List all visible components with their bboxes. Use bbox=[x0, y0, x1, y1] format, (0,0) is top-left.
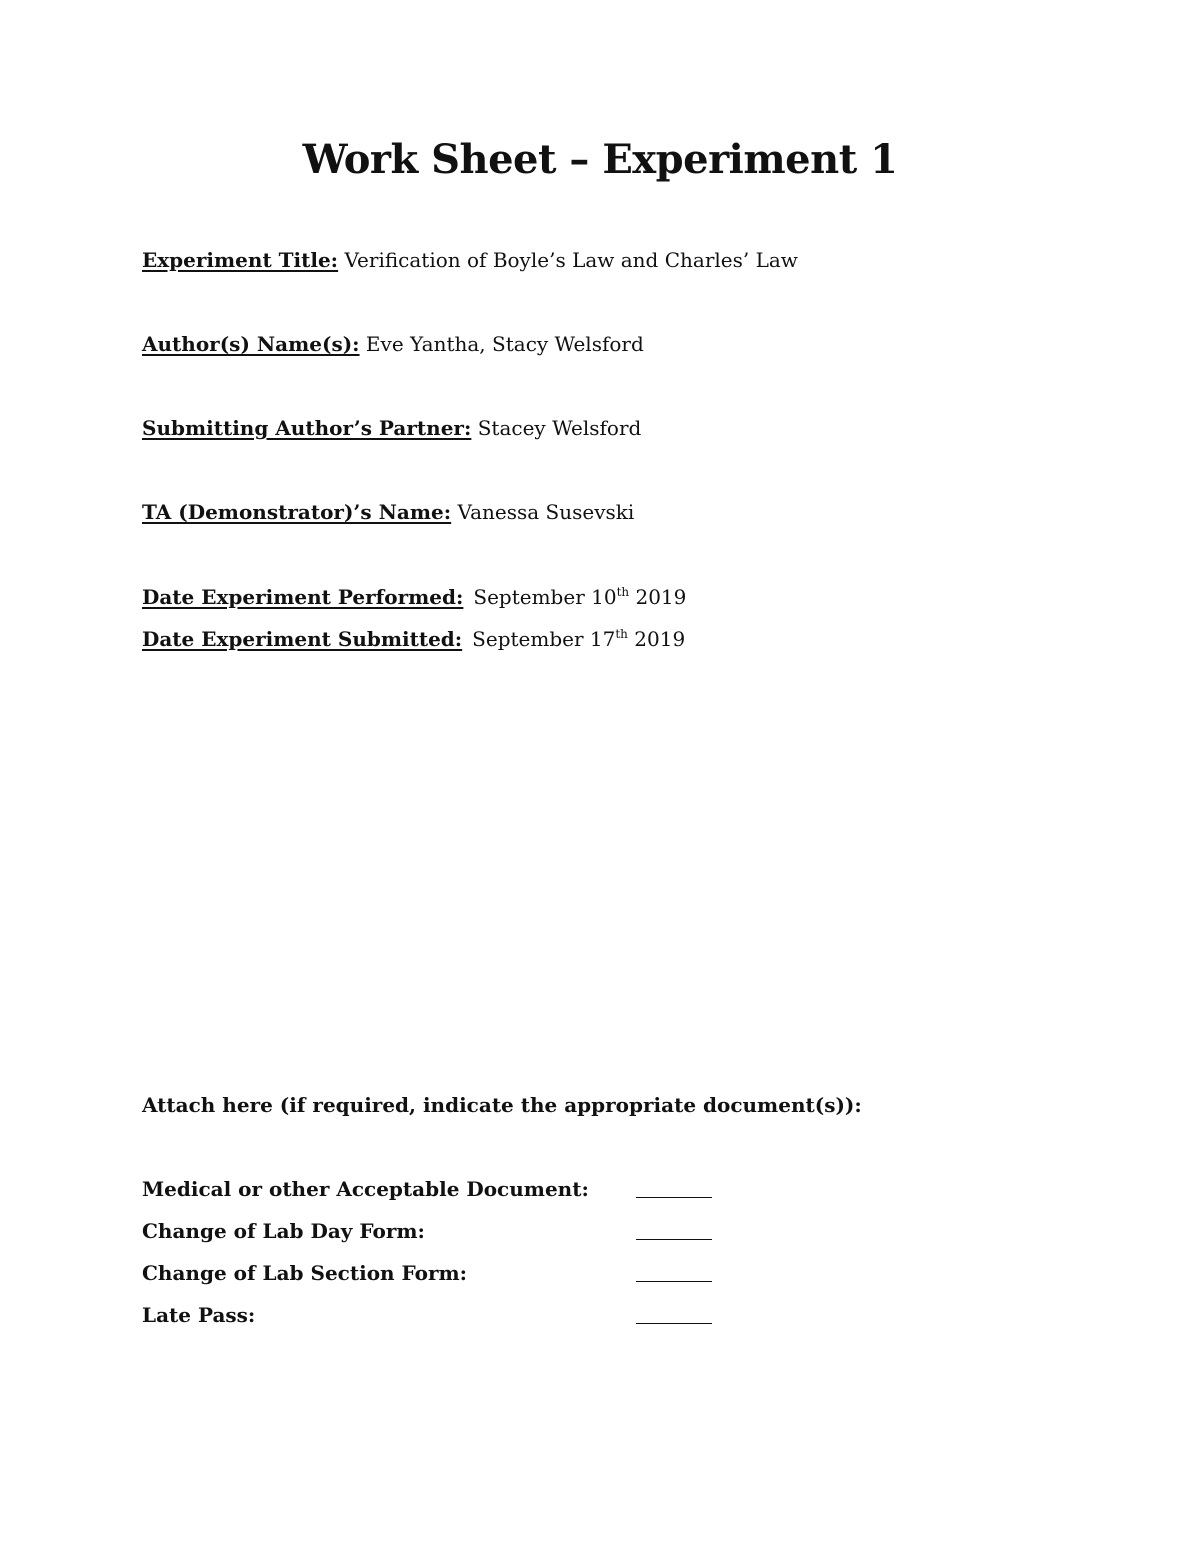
authors-field bbox=[142, 334, 644, 354]
page-title: Work Sheet – Experiment 1 bbox=[302, 136, 898, 183]
date-performed-year: 2019 bbox=[629, 585, 687, 609]
date-performed-field bbox=[142, 587, 686, 607]
date-performed-value bbox=[473, 585, 686, 609]
attach-blank-line[interactable] bbox=[636, 1323, 712, 1324]
attach-blank-line[interactable] bbox=[636, 1281, 712, 1282]
ta-name-field bbox=[142, 502, 634, 522]
attach-item-label: Change of Lab Section Form: bbox=[142, 1261, 468, 1285]
ta-name-value: Vanessa Susevski bbox=[457, 500, 635, 524]
attach-item-medical bbox=[142, 1177, 722, 1201]
attach-blank-line[interactable] bbox=[636, 1239, 712, 1240]
date-performed-label: Date Experiment Performed: bbox=[142, 585, 464, 609]
attach-item-label: Medical or other Acceptable Document: bbox=[142, 1177, 589, 1201]
date-submitted-year: 2019 bbox=[627, 627, 686, 651]
experiment-title-label: Experiment Title: bbox=[142, 248, 339, 272]
authors-value: Eve Yantha, Stacy Welsford bbox=[365, 332, 644, 356]
date-submitted-ordinal: th bbox=[615, 627, 628, 641]
date-submitted-day: September 17 bbox=[472, 627, 616, 651]
date-submitted-value bbox=[472, 627, 685, 651]
ta-name-label: TA (Demonstrator)’s Name: bbox=[142, 500, 452, 524]
partner-field bbox=[142, 418, 641, 438]
experiment-title-field bbox=[142, 250, 798, 270]
attach-blank-line[interactable] bbox=[636, 1197, 712, 1198]
partner-label: Submitting Author’s Partner: bbox=[142, 416, 472, 440]
attach-item-late-pass bbox=[142, 1303, 722, 1327]
date-performed-ordinal: th bbox=[616, 585, 630, 599]
partner-value: Stacey Welsford bbox=[477, 416, 642, 440]
attach-heading: Attach here (if required, indicate the appropriate document(s)): bbox=[142, 1093, 862, 1117]
date-submitted-label: Date Experiment Submitted: bbox=[142, 627, 463, 651]
date-performed-day: September 10 bbox=[473, 585, 617, 609]
attach-item-change-lab-section bbox=[142, 1261, 722, 1285]
authors-label: Author(s) Name(s): bbox=[142, 332, 360, 356]
attach-item-change-lab-day bbox=[142, 1219, 722, 1243]
experiment-title-value: Verification of Boyle’s Law and Charles’ Law bbox=[344, 248, 798, 272]
attach-item-label: Change of Lab Day Form: bbox=[142, 1219, 425, 1243]
attach-item-label: Late Pass: bbox=[142, 1303, 256, 1327]
date-submitted-field bbox=[142, 629, 685, 649]
